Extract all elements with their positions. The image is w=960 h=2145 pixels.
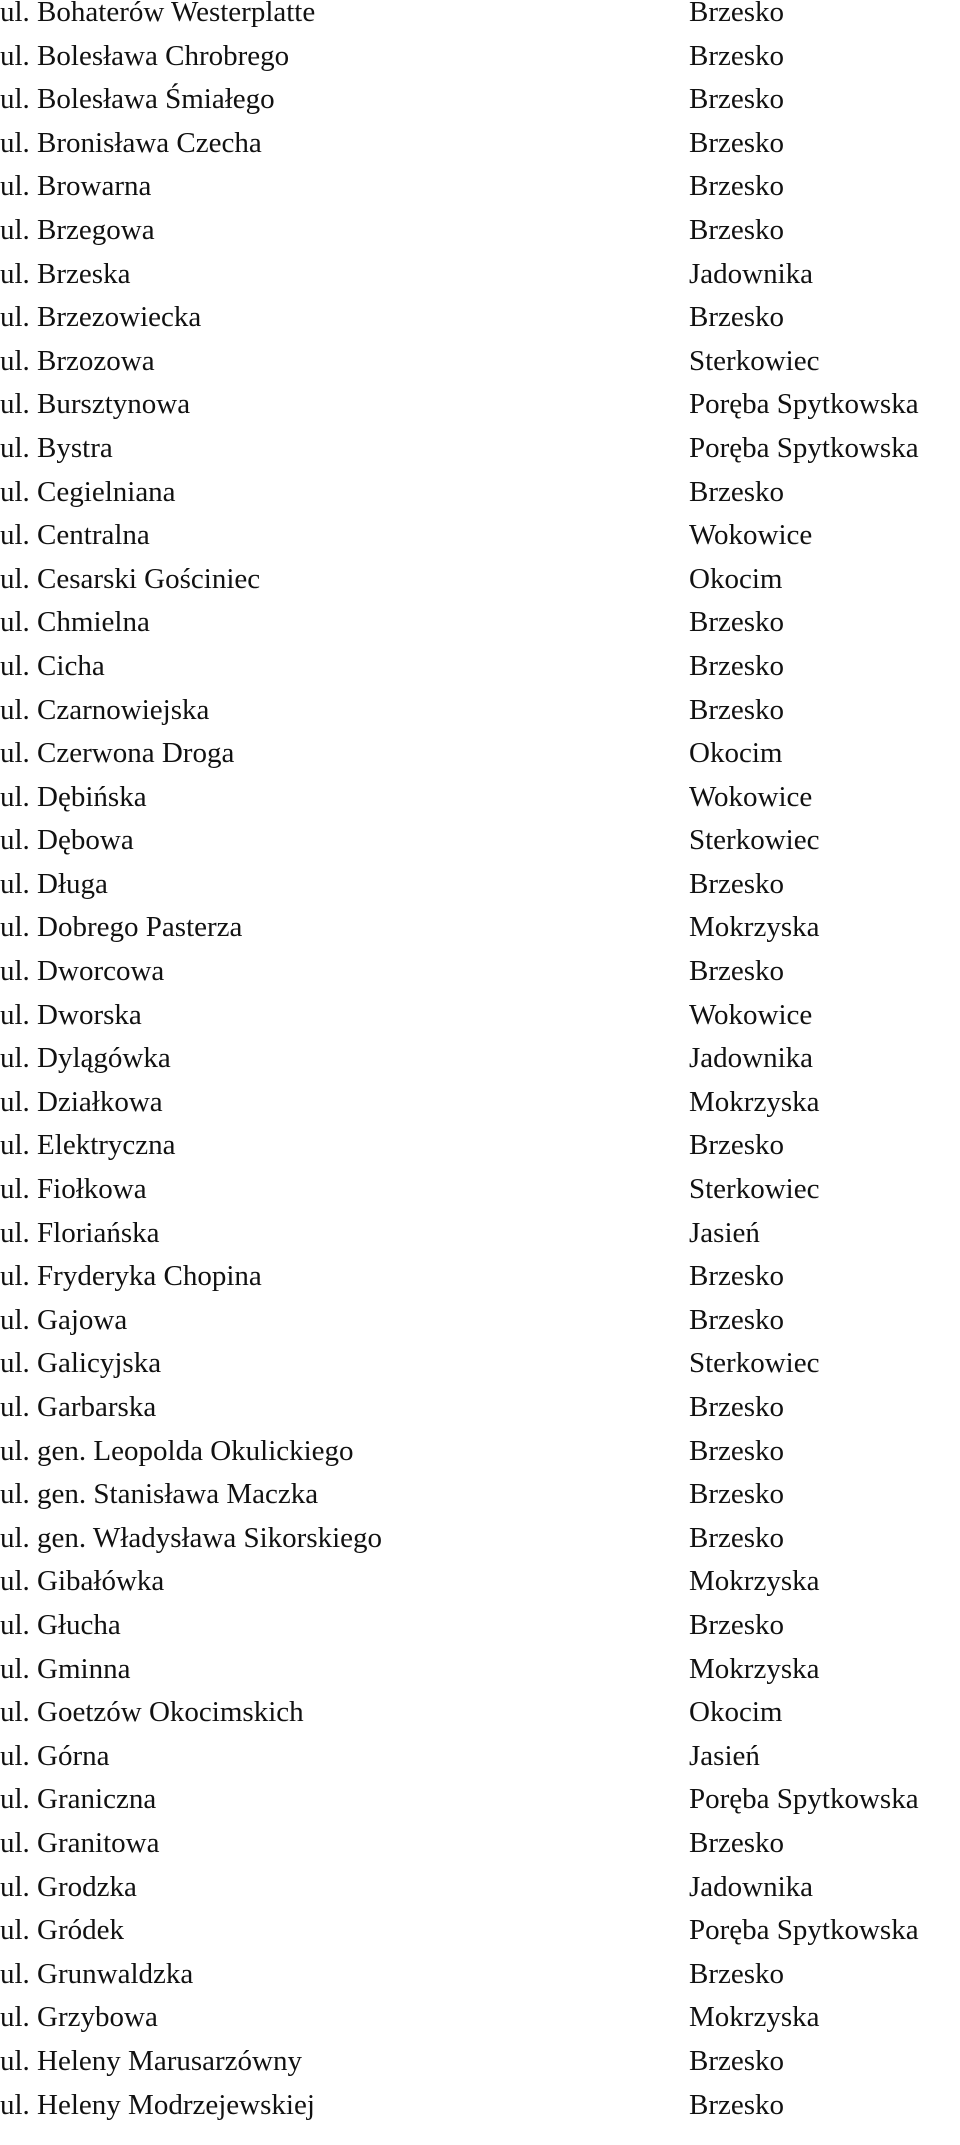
list-item: [0, 1521, 960, 1570]
list-item: [0, 1434, 960, 1483]
list-item: [0, 737, 960, 785]
street-name: ul. Goetzów Okocimskich: [0, 1696, 304, 1729]
town-name: Brzesko: [689, 1478, 785, 1511]
town-name: Brzesko: [689, 1434, 785, 1467]
street-name: ul. Bursztynowa: [0, 388, 191, 421]
town-name: Brzesko: [689, 649, 785, 682]
list-item: [0, 2088, 960, 2137]
street-name: ul. Gajowa: [0, 1303, 128, 1336]
list-item: [0, 519, 960, 567]
list-item: [0, 1042, 960, 1090]
town-name: Sterkowiec: [689, 1173, 820, 1206]
list-item: [0, 301, 960, 349]
town-name: Brzesko: [689, 1957, 785, 1990]
list-item: [0, 562, 960, 611]
town-name: Mokrzyska: [689, 911, 820, 944]
town-name: Poręba Spytkowska: [689, 431, 919, 464]
street-name: ul. gen. Stanisława Maczka: [0, 1478, 319, 1511]
street-name: ul. Gibałówka: [0, 1565, 165, 1598]
street-name: ul. Bronisława Czecha: [0, 126, 262, 159]
street-name: ul. Grzybowa: [0, 2001, 158, 2034]
street-name: ul. Cicha: [0, 649, 105, 682]
street-name: ul. Gródek: [0, 1914, 125, 1947]
town-name: Brzesko: [689, 1260, 785, 1293]
list-item: [0, 1129, 960, 1177]
street-name: ul. Dębińska: [0, 780, 147, 813]
list-item: [0, 955, 960, 1003]
street-name: ul. Fryderyka Chopina: [0, 1260, 262, 1293]
town-name: Brzesko: [689, 693, 785, 726]
list-item: [0, 431, 960, 480]
street-name: ul. Brzeska: [0, 257, 131, 290]
town-name: Brzesko: [689, 475, 785, 508]
town-name: Brzesko: [689, 213, 785, 246]
list-item: [0, 1347, 960, 1395]
town-name: Jasień: [689, 1216, 760, 1249]
list-item: [0, 1870, 960, 1919]
street-name: ul. Długa: [0, 867, 108, 900]
street-name: ul. Bolesława Chrobrego: [0, 39, 290, 72]
street-name: ul. Granitowa: [0, 1826, 160, 1859]
town-name: Brzesko: [689, 83, 785, 116]
town-name: Brzesko: [689, 606, 785, 639]
street-name: ul. Bolesława Śmiałego: [0, 83, 275, 116]
list-item: [0, 1260, 960, 1308]
list-item: [0, 911, 960, 959]
list-item: [0, 649, 960, 698]
street-name: ul. Dworska: [0, 998, 142, 1031]
town-name: Brzesko: [689, 1521, 785, 1554]
street-name: ul. Heleny Marusarzówny: [0, 2044, 302, 2077]
street-name: ul. Cegielniana: [0, 475, 176, 508]
list-item: [0, 1652, 960, 1701]
street-name: ul. Czarnowiejska: [0, 693, 210, 726]
street-name: ul. Czerwona Droga: [0, 737, 235, 770]
town-name: Mokrzyska: [689, 1085, 820, 1118]
list-item: [0, 1478, 960, 1526]
town-name: Jadownika: [689, 1042, 814, 1075]
list-item: [0, 0, 960, 44]
street-name: ul. Działkowa: [0, 1085, 163, 1118]
street-name: ul. Gminna: [0, 1652, 131, 1685]
list-item: [0, 388, 960, 436]
town-name: Brzesko: [689, 2088, 785, 2121]
list-item: [0, 606, 960, 654]
town-name: Poręba Spytkowska: [689, 1914, 919, 1947]
list-item: [0, 1783, 960, 1831]
town-name: Sterkowiec: [689, 1347, 820, 1380]
list-item: [0, 1826, 960, 1875]
street-name: ul. Galicyjska: [0, 1347, 162, 1380]
town-name: Brzesko: [689, 1391, 785, 1423]
town-name: Brzesko: [689, 0, 785, 28]
town-name: Brzesko: [689, 867, 785, 900]
list-item: [0, 998, 960, 1047]
street-name: ul. Floriańska: [0, 1216, 160, 1249]
list-item: [0, 1739, 960, 1788]
town-name: Brzesko: [689, 126, 785, 159]
street-name: ul. Cesarski Gościniec: [0, 562, 261, 595]
town-name: Okocim: [689, 737, 783, 770]
town-name: Brzesko: [689, 1826, 785, 1859]
street-name: ul. Dębowa: [0, 824, 134, 857]
list-item: [0, 1608, 960, 1657]
town-name: Brzesko: [689, 1303, 785, 1336]
town-name: Mokrzyska: [689, 1565, 820, 1598]
town-name: Brzesko: [689, 1608, 785, 1641]
street-name: ul. Garbarska: [0, 1391, 157, 1423]
list-item: [0, 344, 960, 393]
town-name: Brzesko: [689, 2044, 785, 2077]
street-name: ul. Dylągówka: [0, 1042, 171, 1075]
street-name: ul. Dobrego Pasterza: [0, 911, 243, 944]
street-name: ul. Heleny Modrzejewskiej: [0, 2088, 315, 2121]
town-name: Wokowice: [689, 519, 813, 552]
town-name: Poręba Spytkowska: [689, 388, 919, 421]
street-name: ul. gen. Leopolda Okulickiego: [0, 1434, 354, 1467]
list-item: [0, 213, 960, 262]
list-item: [0, 693, 960, 742]
list-item: [0, 170, 960, 218]
town-name: Mokrzyska: [689, 2001, 820, 2034]
town-name: Wokowice: [689, 780, 813, 813]
town-name: Poręba Spytkowska: [689, 1783, 919, 1816]
list-item: [0, 2001, 960, 2049]
street-name: ul. Brzozowa: [0, 344, 155, 377]
street-name: ul. Fiołkowa: [0, 1173, 147, 1206]
town-name: Brzesko: [689, 1129, 785, 1162]
list-item: [0, 1565, 960, 1613]
town-name: Brzesko: [689, 301, 785, 334]
list-item: [0, 867, 960, 916]
town-name: Brzesko: [689, 170, 785, 203]
list-item: [0, 1957, 960, 2006]
list-item: [0, 780, 960, 829]
town-name: Wokowice: [689, 998, 813, 1031]
street-name: ul. Górna: [0, 1739, 110, 1772]
town-name: Okocim: [689, 1696, 783, 1729]
list-item: [0, 83, 960, 131]
list-item: [0, 1914, 960, 1962]
list-item: [0, 1696, 960, 1744]
town-name: Sterkowiec: [689, 824, 820, 857]
town-name: Jasień: [689, 1739, 760, 1772]
street-name: ul. Brzezowiecka: [0, 301, 202, 334]
street-name: ul. Centralna: [0, 519, 150, 552]
street-name: ul. Bohaterów Westerplatte: [0, 0, 316, 28]
list-item: [0, 475, 960, 524]
list-item: [0, 39, 960, 88]
town-name: Sterkowiec: [689, 344, 820, 377]
town-name: Mokrzyska: [689, 1652, 820, 1685]
town-name: Jadownika: [689, 257, 814, 290]
street-name: ul. Elektryczna: [0, 1129, 176, 1162]
town-name: Brzesko: [689, 39, 785, 72]
list-item: [0, 1303, 960, 1352]
street-name: ul. Grunwaldzka: [0, 1957, 194, 1990]
list-item: [0, 257, 960, 306]
street-name: ul. Brzegowa: [0, 213, 155, 246]
street-name: ul. Dworcowa: [0, 955, 165, 988]
street-name: ul. Browarna: [0, 170, 152, 203]
street-name: ul. Graniczna: [0, 1783, 157, 1816]
list-item: [0, 1173, 960, 1221]
list-item: [0, 1216, 960, 1265]
street-name: ul. gen. Władysława Sikorskiego: [0, 1521, 383, 1554]
town-name: Brzesko: [689, 955, 785, 988]
list-item: [0, 824, 960, 872]
list-item: [0, 1391, 960, 1439]
list-item: [0, 1085, 960, 1134]
street-name: ul. Głucha: [0, 1608, 121, 1641]
town-name: Okocim: [689, 562, 783, 595]
street-name: ul. Chmielna: [0, 606, 150, 639]
street-name: ul. Bystra: [0, 431, 113, 464]
street-name: ul. Grodzka: [0, 1870, 137, 1903]
list-item: [0, 126, 960, 175]
list-item: [0, 2044, 960, 2093]
town-name: Jadownika: [689, 1870, 814, 1903]
